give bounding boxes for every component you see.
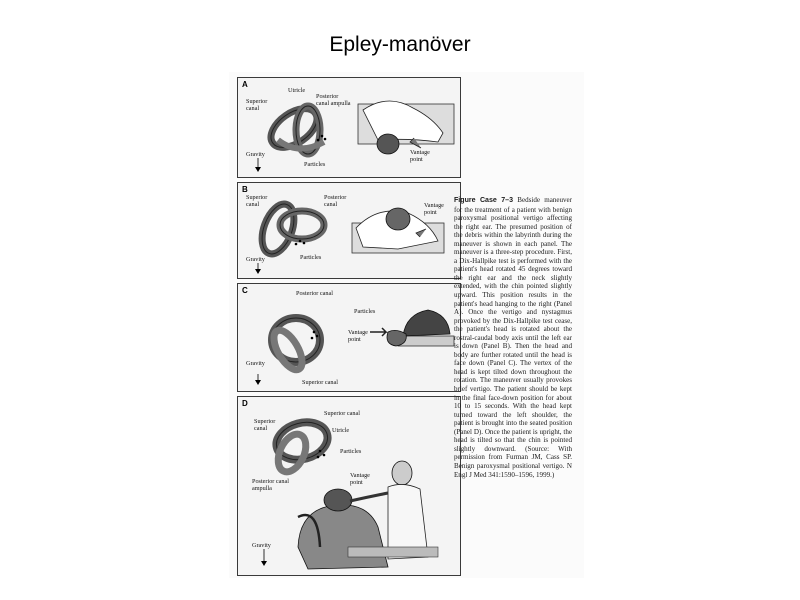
label-superior-canal-right: Superior canal [324,410,360,417]
label-gravity: Gravity [246,360,265,367]
caption-body: Bedside maneuver for the treatment of a patient with benign paroxysmal positional vertigo affecting the right ear. The presumed position of the debris within the labyrinth during the maneuver is shown in each panel. The maneuver is a three-step procedure. First, a Dix-Hallpike test is performed with the patient's head rotated 45 degrees toward the right ear and the neck slightly extended, with the chin pointed slightly upward. This position results in the patient's head hanging to the right (Panel A). Once the vertigo and nystagmus provoked by the Dix-Hallpike test cease, the patient's head is rotated about the rostral-caudal body axis until the left ear is down (Panel B). Then the head and body are further rotated until the head is face down (Panel C). The vertex of the head is kept tilted down throughout the rotation. The maneuver usually provokes brief vertigo. The patient should be kept in the final face-down position for about 10 to 15 seconds. With the head kept turned toward the left shoulder, the patient is brought into the seated position (Panel D). Once the patient is upright, the head is tilted so that the chin is pointed slightly downward. (Source: With permission from Furman JM, Cass SP. Benign paroxysmal positional vertigo. N Engl J Med 341:1590–1596, 1999.) [454,196,572,479]
label-vantage-point: Vantage point [350,472,370,486]
label-particles: Particles [300,254,322,261]
label-superior-canal-left: Superior canal [254,418,276,432]
label-gravity: Gravity [246,151,265,158]
figure-panel-b [237,182,461,279]
label-posterior-canal: Posterior canal [296,290,333,297]
panel-a-label: A [242,80,248,89]
label-superior-canal: Superior canal [302,379,338,386]
label-particles: Particles [354,308,376,315]
label-posterior-canal-ampulla: Posterior canal ampulla [252,478,289,492]
label-superior-canal: Superior canal [246,194,268,208]
label-particles: Particles [340,448,362,455]
label-particles: Particles [304,161,326,168]
label-superior-canal: Superior canal [246,98,268,112]
label-utricle: Utricle [288,87,306,94]
figure-panel-c [237,283,461,392]
label-vantage-point: Vantage point [424,202,444,216]
label-utricle: Utricle [332,427,350,434]
caption-heading: Figure Case 7–3 [454,197,514,204]
label-posterior-canal-ampulla: Posterior canal ampulla [316,93,351,107]
label-vantage-point: Vantage point [410,149,430,163]
figure-caption [454,196,572,479]
figure-panel-a [237,77,461,178]
label-gravity: Gravity [246,256,265,263]
slide-title: Epley-manöver [329,33,471,56]
label-vantage-point: Vantage point [348,329,368,343]
panel-c-label: C [242,286,248,295]
label-posterior-canal: Posterior canal [324,194,347,208]
label-gravity: Gravity [252,542,271,549]
panel-d-label: D [242,399,248,408]
panel-b-illustration [238,183,460,278]
figure-panel-d [237,396,461,576]
panel-b-label: B [242,185,248,194]
